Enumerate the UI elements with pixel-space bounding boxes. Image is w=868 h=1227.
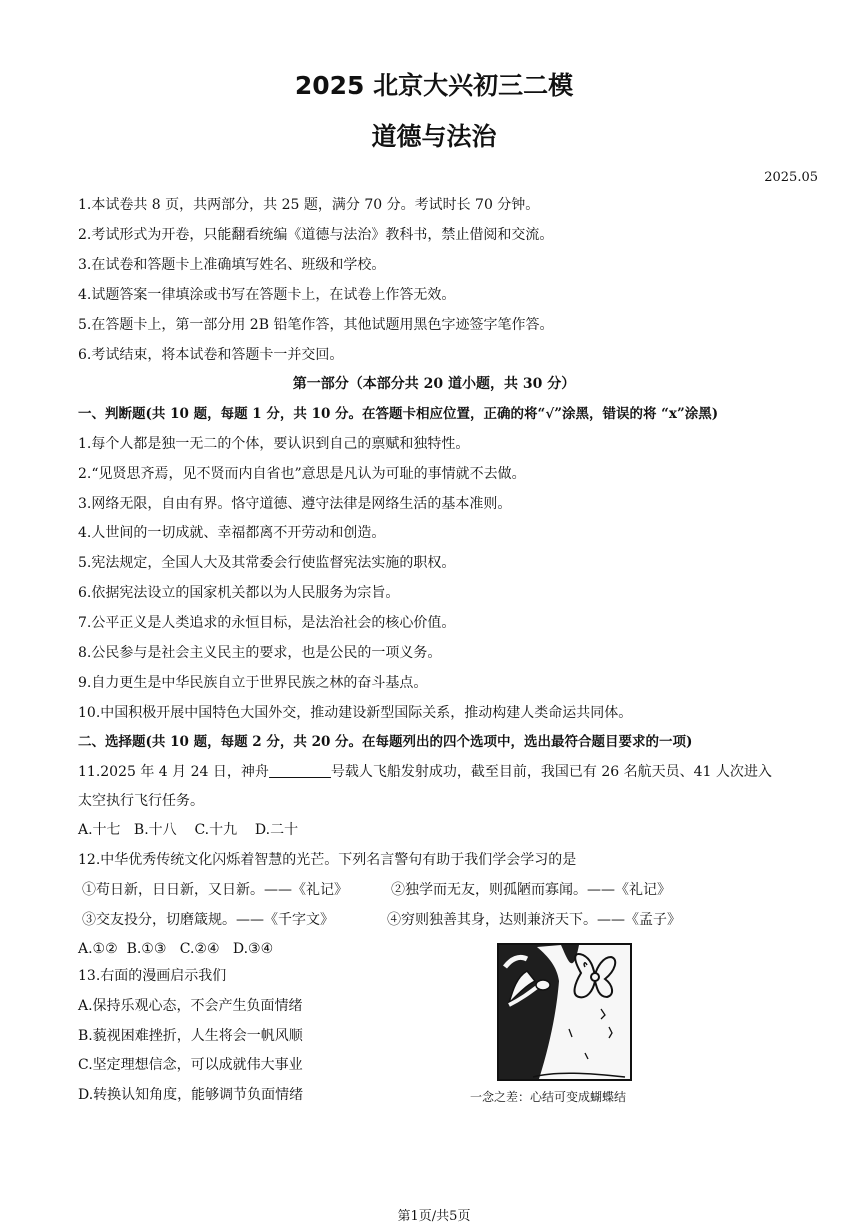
instruction-1: 1.本试卷共 8 页，共两部分，共 25 题，满分 70 分。考试时长 70 分钟。 bbox=[78, 197, 540, 213]
q12-statement-1: ①苟日新，日日新，又日新。——《礼记》 bbox=[82, 882, 348, 898]
answer-blank bbox=[269, 763, 331, 778]
q13-option-c: C.坚定理想信念，可以成就伟大事业 bbox=[78, 1057, 303, 1073]
instruction-4: 4.试题答案一律填涂或书写在答题卡上，在试卷上作答无效。 bbox=[78, 287, 456, 303]
q12-options: A.①② B.①③ C.②④ D.③④ bbox=[78, 941, 274, 957]
instruction-5: 5.在答题卡上，第一部分用 2B 铅笔作答，其他试题用黑色字迹签字笔作答。 bbox=[78, 317, 554, 333]
instruction-3: 3.在试卷和答题卡上准确填写姓名、班级和学校。 bbox=[78, 257, 386, 273]
q11-stem-cont: 太空执行飞行任务。 bbox=[78, 793, 204, 809]
cartoon-caption: 一念之差：心结可变成蝴蝶结 bbox=[470, 1090, 627, 1104]
q11-stem bbox=[78, 762, 772, 782]
judge-item-5: 5.宪法规定，全国人大及其常委会行使监督宪法实施的职权。 bbox=[78, 555, 456, 571]
q12-stem: 12.中华优秀传统文化闪烁着智慧的光芒。下列名言警句有助于我们学会学习的是 bbox=[78, 852, 577, 868]
q13-option-b: B.藐视困难挫折，人生将会一帆风顺 bbox=[78, 1028, 303, 1044]
page-footer: 第1页/共5页 bbox=[397, 1209, 471, 1224]
q12-statement-3: ③交友投分，切磨箴规。——《千字文》 bbox=[82, 912, 334, 928]
q13-option-a: A.保持乐观心态，不会产生负面情绪 bbox=[78, 998, 303, 1014]
q13-stem: 13.右面的漫画启示我们 bbox=[78, 968, 227, 984]
judge-item-7: 7.公平正义是人类追求的永恒目标，是法治社会的核心价值。 bbox=[78, 615, 456, 631]
judge-item-4: 4.人世间的一切成就、幸福都离不开劳动和创造。 bbox=[78, 525, 386, 541]
judge-item-2: 2.“见贤思齐焉，见不贤而内自省也”意思是凡认为可耻的事情就不去做。 bbox=[78, 466, 526, 482]
judge-item-9: 9.自力更生是中华民族自立于世界民族之林的奋斗基点。 bbox=[78, 675, 428, 691]
section1-title: 一、判断题(共 10 题，每题 1 分，共 10 分。在答题卡相应位置，正确的将“√”涂黑，错误的将 “x”涂黑) bbox=[78, 406, 719, 422]
cartoon-image bbox=[497, 943, 632, 1081]
q11-stem-end: 号载人飞船发射成功，截至目前，我国已有 26 名航天员、41 人次进入 bbox=[330, 764, 772, 780]
exam-date: 2025.05 bbox=[764, 170, 818, 185]
judge-item-6: 6.依据宪法设立的国家机关都以为人民服务为宗旨。 bbox=[78, 585, 400, 601]
judge-item-8: 8.公民参与是社会主义民主的要求，也是公民的一项义务。 bbox=[78, 645, 442, 661]
instruction-2: 2.考试形式为开卷，只能翻看统编《道德与法治》教科书，禁止借阅和交流。 bbox=[78, 227, 554, 243]
q12-statement-4: ④穷则独善其身，达则兼济天下。——《孟子》 bbox=[387, 912, 681, 928]
judge-item-10: 10.中国积极开展中国特色大国外交，推动建设新型国际关系，推动构建人类命运共同体。 bbox=[78, 705, 633, 721]
part1-title: 第一部分（本部分共 20 道小题，共 30 分） bbox=[292, 376, 576, 392]
instruction-6: 6.考试结束，将本试卷和答题卡一并交回。 bbox=[78, 347, 344, 363]
exam-title: 2025 北京大兴初三二模 bbox=[294, 71, 574, 100]
judge-item-1: 1.每个人都是独一无二的个体，要认识到自己的禀赋和独特性。 bbox=[78, 436, 470, 452]
q12-statement-2: ②独学而无友，则孤陋而寡闻。——《礼记》 bbox=[391, 882, 671, 898]
subject-title: 道德与法治 bbox=[371, 122, 497, 151]
tree-bow-illustration bbox=[499, 945, 630, 1079]
judge-item-3: 3.网络无限，自由有界。恪守道德、遵守法律是网络生活的基本准则。 bbox=[78, 496, 512, 512]
q11-options: A.十七 B.十八 C.十九 D.二十 bbox=[78, 822, 299, 838]
section2-title: 二、选择题(共 10 题，每题 2 分，共 20 分。在每题列出的四个选项中，选出最符合题目要求的一项) bbox=[78, 734, 693, 750]
q13-option-d: D.转换认知角度，能够调节负面情绪 bbox=[78, 1087, 304, 1103]
q11-stem-start: 11.2025 年 4 月 24 日，神舟 bbox=[78, 764, 269, 780]
